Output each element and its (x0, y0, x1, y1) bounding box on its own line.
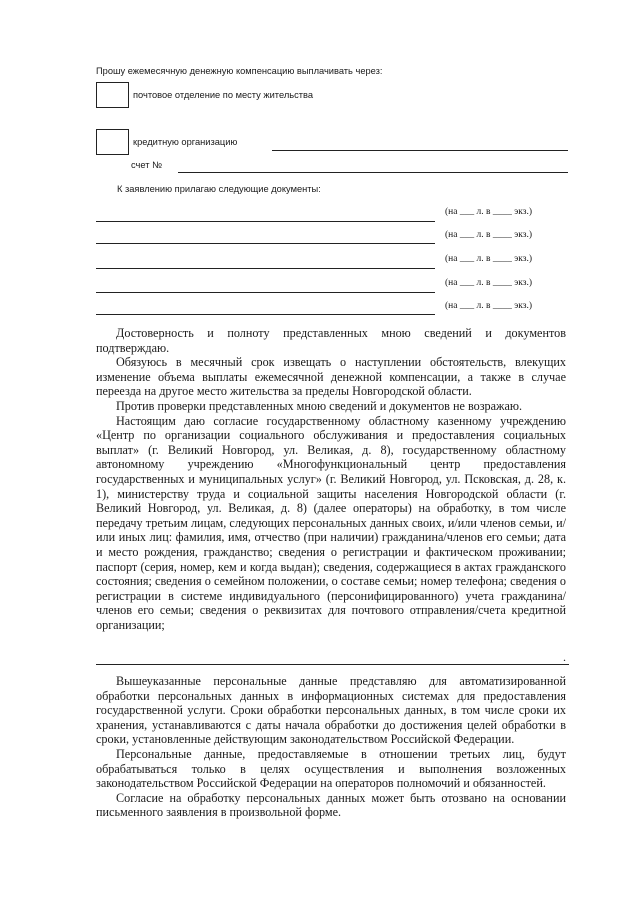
statement-consent: Настоящим даю согласие государственному областному казенному учреждению «Центр по организации социального обслуживания и предоставления социальных выплат» (г. Великий Новгород, ул. Великая, д. 8), государственному областному автономному учреждению «Многофункциональный центр предоставления государственных и муниципальных услуг» (г. Великий Новгород, ул. Псковская, д. 28, к. 1), министерству труда и социальной защиты населения Новгородской области (г. Великий Новгород, ул. Великая, д. 8) (далее операторы) на обработку, в том числе передачу третьим лицам, следующих персональных данных своих, и/или членов семьи, и/или иных лиц: фамилия, имя, отчество (при наличии) гражданина/членов его семьи; дата и место рождения, гражданство; сведения о регистрации и фактическом проживании; паспорт (серия, номер, кем и когда выдан); сведения, содержащиеся в актах гражданского состояния; сведения о семейном положении, о составе семьи; номер телефона; сведения о регистрации в системе индивидуального (персонифицированного) учета гражданина/членов его семьи; сведения о реквизитах для почтового отправления/счета кредитной организации; (96, 413, 566, 632)
account-label: счет № (131, 160, 163, 170)
additional-data-line[interactable] (96, 664, 569, 665)
account-number-line[interactable] (178, 172, 568, 173)
document-count: (на ___ л. в ____ экз.) (445, 278, 533, 288)
post-office-checkbox[interactable] (96, 82, 129, 108)
trailing-dot: . (563, 650, 566, 664)
consent-block (96, 674, 566, 820)
post-office-label: почтовое отделение по месту жительства (133, 90, 314, 100)
document-line[interactable] (96, 268, 435, 269)
consent-third-parties: Персональные данные, предоставляемые в отношении третьих лиц, будут обрабатываться только в целях осуществления и выполнения возложенных законодательством Российской Федерации на операторов полномочий и обязанностей. (96, 746, 566, 791)
consent-revocation: Согласие на обработку персональных данных может быть отозвано на основании письменного заявления в произвольной форме. (96, 790, 566, 820)
statement-verification: Против проверки представленных мною сведений и документов не возражаю. (116, 398, 523, 413)
credit-org-line[interactable] (272, 150, 568, 151)
document-line[interactable] (96, 221, 435, 222)
statement-accuracy: Достоверность и полноту представленных мною сведений и документов подтверждаю. (96, 326, 566, 355)
payment-header: Прошу ежемесячную денежную компенсацию выплачивать через: (96, 66, 383, 76)
document-count: (на ___ л. в ____ экз.) (445, 254, 533, 264)
statement-notify: Обязуюсь в месячный срок извещать о наступлении обстоятельств, влекущих изменение объема выплаты ежемесячной денежной компенсации, а также в случае переезда на другое место жительства за пределы Новгородской области. (96, 355, 566, 399)
document-count: (на ___ л. в ____ экз.) (445, 207, 533, 217)
document-line[interactable] (96, 243, 435, 244)
documents-header: К заявлению прилагаю следующие документы: (117, 184, 321, 194)
document-count: (на ___ л. в ____ экз.) (445, 230, 533, 240)
credit-org-label: кредитную организацию (133, 137, 238, 147)
document-count: (на ___ л. в ____ экз.) (445, 301, 533, 311)
credit-org-checkbox[interactable] (96, 129, 129, 155)
statements-block (96, 326, 566, 632)
consent-processing: Вышеуказанные персональные данные представляю для автоматизированной обработки персональных данных в информационных системах для предоставления государственной услуги. Сроки обработки персональных данных, в том числе сроки их хранения, устанавливаются с даты начала обработки до достижения целей обработки в сроки, установленные действующим законодательством Российской Федерации. (96, 674, 566, 747)
document-line[interactable] (96, 314, 435, 315)
document-line[interactable] (96, 292, 435, 293)
